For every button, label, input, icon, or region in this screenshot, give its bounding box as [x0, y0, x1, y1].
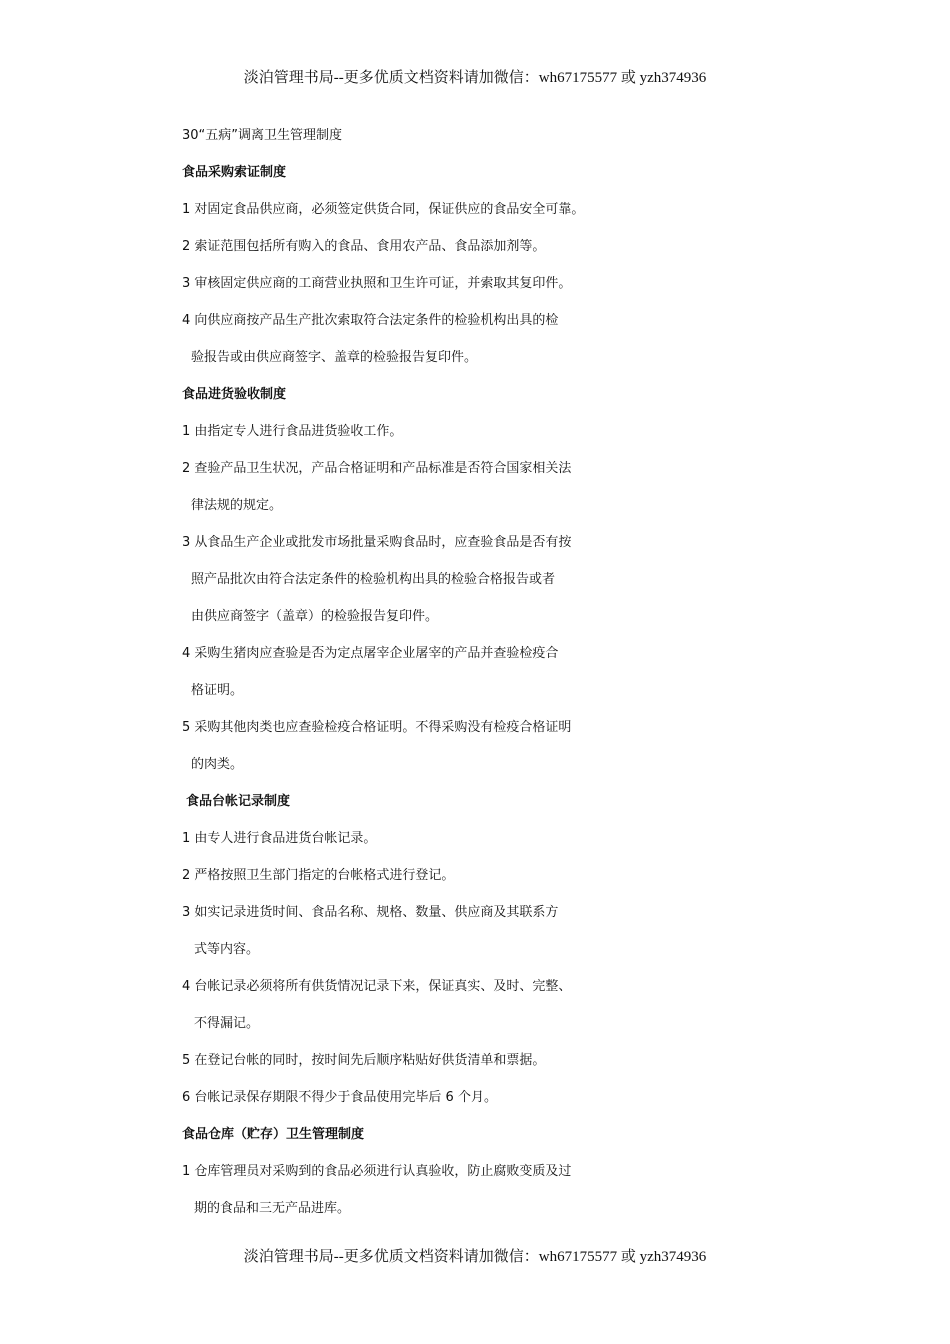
- list-item: 2 查验产品卫生状况，产品合格证明和产品标准是否符合国家相关法: [182, 461, 572, 476]
- heading-warehouse: 食品仓库（贮存）卫生管理制度: [182, 1127, 365, 1142]
- page-footer: 淡泊管理书局--更多优质文档资料请加微信：wh67175577 或 yzh374936: [243, 1249, 707, 1265]
- list-item: 3 从食品生产企业或批发市场批量采购食品时，应查验食品是否有按: [182, 535, 572, 550]
- list-item: 1 仓库管理员对采购到的食品必须进行认真验收，防止腐败变质及过: [182, 1164, 572, 1179]
- list-item: 1 由指定专人进行食品进货验收工作。: [182, 424, 403, 439]
- list-item-continuation: 式等内容。: [194, 942, 260, 957]
- list-item: 4 采购生猪肉应查验是否为定点屠宰企业屠宰的产品并查验检疫合: [182, 646, 559, 661]
- list-item-continuation: 由供应商签字（盖章）的检验报告复印件。: [191, 609, 439, 624]
- list-item: 4 向供应商按产品生产批次索取符合法定条件的检验机构出具的检: [182, 313, 559, 328]
- list-item-continuation: 律法规的规定。: [191, 498, 283, 513]
- list-item-continuation: 格证明。: [191, 683, 244, 698]
- list-item: 4 台帐记录必须将所有供货情况记录下来，保证真实、及时、完整、: [182, 979, 572, 994]
- list-item: 3 如实记录进货时间、食品名称、规格、数量、供应商及其联系方: [182, 905, 559, 920]
- list-item-continuation: 的肉类。: [191, 757, 244, 772]
- list-item-continuation: 照产品批次由符合法定条件的检验机构出具的检验合格报告或者: [191, 572, 556, 587]
- list-item-continuation: 不得漏记。: [194, 1016, 260, 1031]
- document-body: [182, 125, 642, 1235]
- list-item-continuation: 验报告或由供应商签字、盖章的检验报告复印件。: [191, 350, 478, 365]
- section-title: 30“五病”调离卫生管理制度: [182, 128, 343, 143]
- list-item: 1 由专人进行食品进货台帐记录。: [182, 831, 377, 846]
- heading-ledger: 食品台帐记录制度: [186, 794, 291, 809]
- page-header: 淡泊管理书局--更多优质文档资料请加微信：wh67175577 或 yzh374936: [243, 70, 707, 86]
- heading-inspection: 食品进货验收制度: [182, 387, 287, 402]
- list-item: 5 在登记台帐的同时，按时间先后顺序粘贴好供货清单和票据。: [182, 1053, 546, 1068]
- list-item: 3 审核固定供应商的工商营业执照和卫生许可证，并索取其复印件。: [182, 276, 572, 291]
- list-item: 5 采购其他肉类也应查验检疫合格证明。不得采购没有检疫合格证明: [182, 720, 572, 735]
- heading-procurement: 食品采购索证制度: [182, 165, 287, 180]
- list-item: 1 对固定食品供应商，必须签定供货合同，保证供应的食品安全可靠。: [182, 202, 585, 217]
- list-item-continuation: 期的食品和三无产品进库。: [194, 1201, 351, 1216]
- list-item: 6 台帐记录保存期限不得少于食品使用完毕后 6 个月。: [182, 1090, 497, 1105]
- list-item: 2 索证范围包括所有购入的食品、食用农产品、食品添加剂等。: [182, 239, 546, 254]
- list-item: 2 严格按照卫生部门指定的台帐格式进行登记。: [182, 868, 455, 883]
